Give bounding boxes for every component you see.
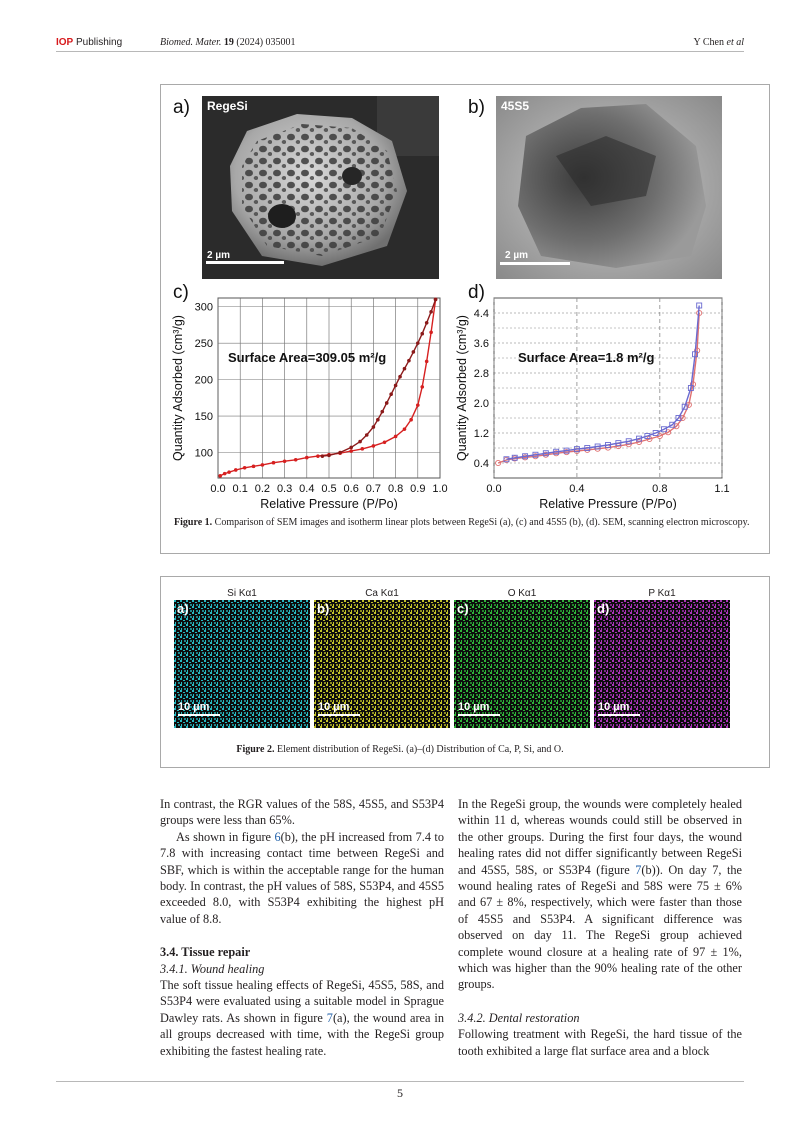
eds-scale-label: 10 µm	[318, 701, 350, 713]
data-point	[385, 401, 389, 405]
x-tick-label: 0.4	[569, 483, 585, 495]
scale-label-b: 2 µm	[505, 250, 528, 261]
data-point	[376, 418, 380, 422]
eds-title: Si Kα1	[227, 588, 257, 599]
y-tick-label: 3.6	[473, 338, 489, 350]
x-tick-label: 0.1	[232, 483, 248, 495]
data-point	[243, 466, 247, 470]
surface-area-annotation: Surface Area=1.8 m²/g	[518, 350, 655, 365]
running-author: Y Chen et al	[693, 37, 744, 48]
x-tick-label: 0.5	[321, 483, 337, 495]
sem-image-regesi	[202, 96, 439, 279]
header-rule	[56, 51, 744, 52]
x-tick-label: 0.6	[343, 483, 359, 495]
data-point	[372, 444, 376, 448]
x-tick-label: 0.0	[210, 483, 226, 495]
figure-ref-link[interactable]: 7	[326, 1010, 333, 1025]
y-tick-label: 0.4	[473, 458, 489, 470]
data-point	[389, 392, 393, 396]
data-point	[283, 459, 287, 463]
eds-panel-letter: d)	[597, 601, 610, 616]
isotherm-chart-regesi	[168, 290, 458, 510]
figure-ref-link[interactable]: 6	[274, 829, 281, 844]
data-point	[349, 446, 353, 450]
data-point	[272, 461, 276, 465]
journal-citation: Biomed. Mater. 19 (2024) 035001	[160, 37, 296, 48]
eds-panel-letter: c)	[457, 601, 469, 616]
data-point	[365, 433, 369, 437]
y-tick-label: 4.4	[473, 308, 489, 320]
subsection-heading: 3.4.1. Wound healing	[160, 961, 265, 976]
data-point	[349, 449, 353, 453]
paragraph: In the RegeSi group, the wounds were completely healed within 11 d, whereas wounds could still be observed in the other groups. During the first four days, the wound healing rates did not differ significantly between RegeSi and 45S5, 58S, or S53P4 (figure 7(b)). On day 7, the wound healing rates of RegeSi and 58S were 75 ± 6% and 67 ± 8%, respectively, which were faster than those of 45S5 and S53P4. A significant difference was observed on day 11. The RegeSi group achieved complete wound closure at a healing rate of 97 ± 1%, which was higher than the 90% healing rate of the other groups.	[458, 797, 743, 992]
y-tick-label: 2.0	[473, 398, 489, 410]
data-point	[403, 427, 407, 431]
panel-a-label: a)	[173, 97, 190, 118]
y-tick-label: 2.8	[473, 368, 489, 380]
data-point	[227, 470, 231, 474]
x-tick-label: 0.8	[387, 483, 404, 495]
isotherm-chart-45s5	[452, 290, 742, 510]
data-point	[394, 384, 398, 388]
eds-panel-letter: a)	[177, 601, 189, 616]
data-point	[321, 454, 325, 458]
footer-rule	[56, 1081, 744, 1082]
text-column-right	[458, 796, 742, 1059]
data-point	[294, 458, 298, 462]
data-point	[358, 440, 362, 444]
subsection-heading: 3.4.2. Dental restoration	[458, 1010, 580, 1025]
figure-2-caption: Figure 2. Element distribution of RegeSi. (a)–(d) Distribution of Ca, P, Si, and O.	[236, 744, 564, 755]
y-tick-label: 250	[194, 338, 213, 351]
x-tick-label: 0.2	[254, 483, 271, 495]
data-point	[316, 454, 320, 458]
sem-tag-45s5: 45S5	[501, 99, 530, 113]
section-heading: 3.4. Tissue repair	[160, 945, 251, 960]
data-point	[425, 321, 429, 325]
panel-d-label: d)	[468, 282, 485, 303]
eds-title: Ca Kα1	[365, 588, 399, 599]
x-axis-label: Relative Pressure (P/Po)	[260, 497, 398, 510]
data-point	[412, 350, 416, 354]
y-tick-label: 100	[194, 447, 213, 460]
data-point	[429, 330, 433, 334]
figure-1-caption: Figure 1. Comparison of SEM images and isotherm linear plots between RegeSi (a), (c) and 45S5 (b), (d). SEM, scanning electron microscopy.	[174, 517, 750, 528]
data-point	[234, 468, 238, 472]
y-axis-label: Quantity Adsorbed (cm³/g)	[171, 315, 185, 461]
data-point	[327, 454, 331, 458]
sem-image-45s5	[496, 96, 722, 279]
data-point	[305, 456, 309, 460]
eds-scale-label: 10 µm	[458, 701, 490, 713]
data-point	[398, 375, 402, 379]
x-tick-label: 0.8	[652, 483, 668, 495]
data-point	[429, 310, 433, 314]
scale-label-a: 2 µm	[207, 250, 230, 261]
y-axis-label: Quantity Adsorbed (cm³/g)	[455, 315, 469, 461]
data-point	[372, 425, 376, 429]
data-point	[434, 298, 438, 302]
eds-scale-label: 10 µm	[178, 701, 210, 713]
data-point	[380, 410, 384, 414]
text-column-left	[160, 796, 444, 1059]
data-point	[261, 463, 265, 467]
y-tick-label: 150	[194, 411, 213, 424]
panel-c-label: c)	[173, 282, 189, 303]
data-point	[394, 435, 398, 439]
y-tick-label: 300	[194, 301, 213, 314]
data-point	[338, 451, 342, 455]
eds-panel-letter: b)	[317, 601, 330, 616]
x-tick-label: 0.7	[365, 483, 382, 495]
x-tick-label: 1.1	[714, 483, 730, 495]
x-tick-label: 0.0	[486, 483, 502, 495]
data-point	[409, 418, 413, 422]
publisher-logo: IOP Publishing	[56, 37, 123, 48]
data-point	[416, 403, 420, 407]
figure-ref-link[interactable]: 7	[635, 862, 642, 877]
y-tick-label: 1.2	[473, 428, 489, 440]
x-tick-label: 0.4	[299, 483, 315, 495]
x-tick-label: 1.0	[432, 483, 448, 495]
data-point	[420, 332, 424, 336]
x-tick-label: 0.9	[410, 483, 426, 495]
eds-title: O Kα1	[507, 588, 537, 599]
data-point	[383, 440, 387, 444]
x-tick-label: 0.3	[276, 483, 293, 495]
y-tick-label: 200	[194, 374, 213, 387]
data-point	[361, 447, 365, 451]
data-point	[407, 359, 411, 363]
page-number: 5	[397, 1086, 403, 1100]
paragraph: Following treatment with RegeSi, the hard tissue of the tooth exhibited a large flat surface area and a block	[458, 1027, 742, 1058]
data-point	[420, 385, 424, 389]
data-point	[425, 360, 429, 364]
surface-area-annotation: Surface Area=309.05 m²/g	[228, 350, 387, 365]
data-point	[416, 341, 420, 345]
x-axis-label: Relative Pressure (P/Po)	[539, 497, 677, 510]
data-point	[403, 367, 407, 371]
eds-title: P Kα1	[648, 588, 676, 599]
data-point	[223, 472, 227, 476]
data-point	[252, 465, 256, 469]
sem-tag-regesi: RegeSi	[207, 99, 248, 113]
paragraph: The soft tissue healing effects of RegeSi, 45S5, 58S, and S53P4 were evaluated using a suitable model in Sprague Dawley rats. As shown in figure 7(a), the wound area in all groups decreased with time, with the RegeSi group exhibiting the fastest healing rate.	[160, 978, 444, 1058]
eds-scale-label: 10 µm	[598, 701, 630, 713]
paragraph: As shown in figure 6(b), the pH increased from 7.4 to 7.8 with increasing contact time between RegeSi and SBF, which is within the acceptable range for the human body. In contrast, the pH values of 58S, S53P4, and 45S5 exceeded 8.0, with S53P4 exhibiting the highest pH value of 8.8.	[160, 829, 444, 926]
paragraph: In contrast, the RGR values of the 58S, 45S5, and S53P4 groups were less than 65%.	[160, 797, 444, 828]
data-point	[218, 474, 222, 478]
panel-b-label: b)	[468, 97, 485, 118]
